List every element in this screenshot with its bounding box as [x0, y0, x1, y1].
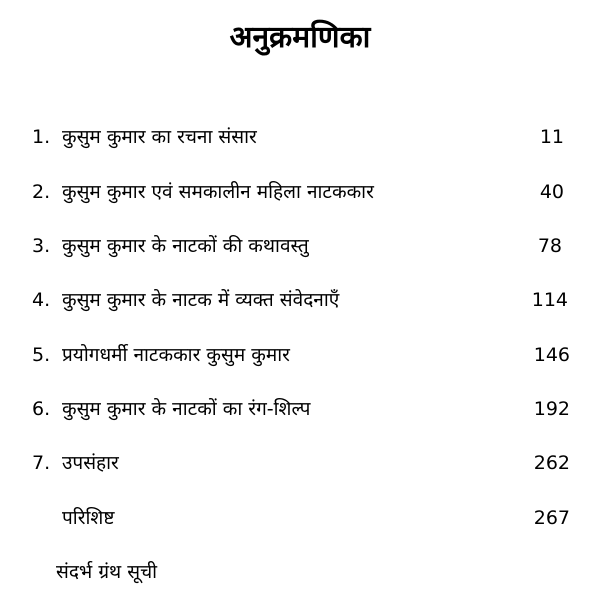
toc-entry-page: 267: [533, 507, 570, 529]
toc-entry-label: प्रयोगधर्मी नाटककार कुसुम कुमार: [62, 344, 290, 366]
toc-entry-label: कुसुम कुमार एवं समकालीन महिला नाटककार: [62, 181, 374, 203]
toc-entry-label: परिशिष्ट: [62, 507, 115, 529]
toc-entry-label: उपसंहार: [62, 452, 119, 474]
toc-entry-number: 1.: [32, 126, 51, 148]
toc-entry-4[interactable]: [0, 285, 600, 315]
toc-entry-appendix[interactable]: [0, 503, 600, 533]
toc-entry-label: संदर्भ ग्रंथ सूची: [56, 561, 158, 583]
toc-entry-page: 114: [531, 289, 568, 311]
toc-entry-label: कुसुम कुमार के नाटकों का रंग-शिल्प: [62, 398, 311, 420]
toc-entry-number: 2.: [32, 181, 51, 203]
page-title: अनुक्रमणिका: [229, 20, 371, 55]
toc-entry-number: 4.: [32, 289, 51, 311]
toc-entry-page: 146: [533, 344, 570, 366]
toc-entry-5[interactable]: [0, 340, 600, 370]
toc-entry-page: 192: [533, 398, 570, 420]
toc-entry-number: 6.: [32, 398, 51, 420]
toc-entry-page: 40: [539, 181, 564, 203]
toc-entry-number: 7.: [32, 452, 51, 474]
toc-entry-1[interactable]: [0, 122, 600, 152]
toc-entry-page: 11: [539, 126, 564, 148]
toc-entry-page: 78: [537, 235, 562, 257]
toc-entry-number: 5.: [32, 344, 51, 366]
toc-entry-page: 262: [533, 452, 570, 474]
toc-entry-label: कुसुम कुमार के नाटकों की कथावस्तु: [62, 235, 309, 257]
toc-entry-bibliography[interactable]: [0, 557, 600, 587]
toc-entry-label: कुसुम कुमार के नाटक में व्यक्त संवेदनाएँ: [62, 289, 340, 311]
toc-entry-2[interactable]: [0, 177, 600, 207]
toc-entry-7[interactable]: [0, 448, 600, 478]
toc-entry-3[interactable]: [0, 231, 600, 261]
toc-entry-label: कुसुम कुमार का रचना संसार: [62, 126, 257, 148]
toc-entry-number: 3.: [32, 235, 51, 257]
toc-entry-6[interactable]: [0, 394, 600, 424]
